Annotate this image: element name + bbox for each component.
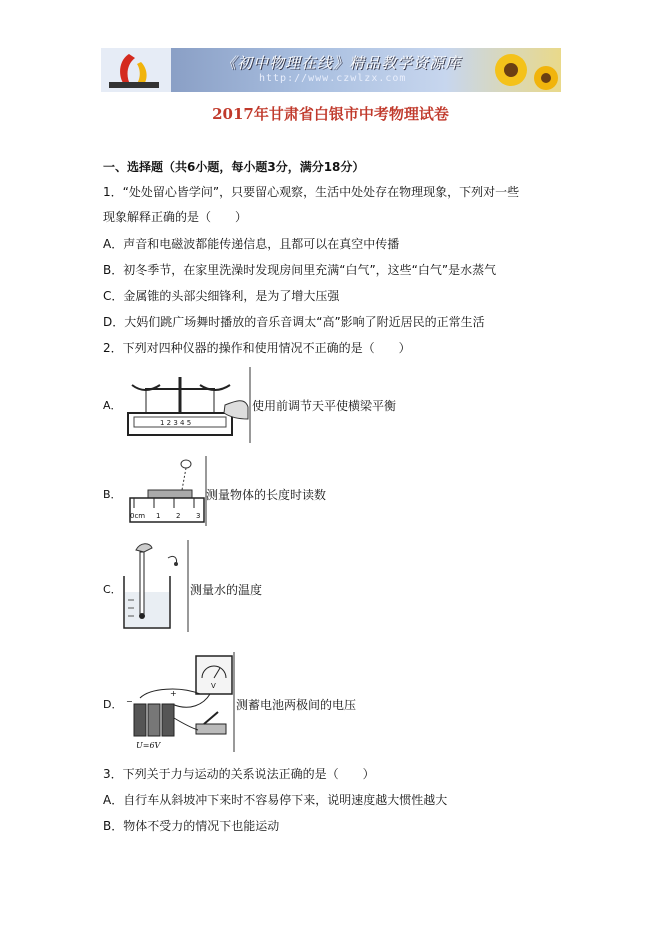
ruler-figure [120,456,208,526]
banner-url: http://www.czwlzx.com [259,73,407,84]
q3-option-b: B．物体不受力的情况下也能运动 [103,819,280,833]
voltmeter-circuit-figure [120,652,236,752]
page-title: 2017年甘肃省白银市中考物理试卷 [212,105,449,123]
header-banner [101,48,561,92]
q1-option-b: B．初冬季节，在家里洗澡时发现房间里充满“白气”，这些“白气”是水蒸气 [103,263,497,277]
q2-option-a-caption: 使用前调节天平使横梁平衡 [252,399,397,413]
ruler-label-2: 2 [176,512,181,520]
q2-stem: 2．下列对四种仪器的操作和使用情况不正确的是（ ） [103,341,411,355]
q3-stem: 3．下列关于力与运动的关系说法正确的是（ ） [103,767,375,781]
q2-option-c-letter: C． [103,583,122,596]
ruler-label-1: 1 [156,512,161,520]
section-heading: 一、选择题（共6小题，每小题3分，满分18分） [103,160,365,174]
q1-stem-line1: 1．“处处留心皆学问”，只要留心观察，生活中处处存在物理现象，下列对一些 [103,185,520,199]
q2-option-a-letter: A． [103,399,122,412]
q2-option-b-caption: 测量物体的长度时读数 [206,488,327,502]
q1-stem-line2: 现象解释正确的是（ ） [103,210,248,224]
q2-option-c-caption: 测量水的温度 [190,583,263,597]
q1-option-d: D．大妈们跳广场舞时播放的音乐音调太“高”影响了附近居民的正常生活 [103,315,485,329]
voltmeter-label: V [211,682,216,690]
q3-option-a: A．自行车从斜坡冲下来时不容易停下来，说明速度越大惯性越大 [103,793,448,807]
svg-text:+: + [170,689,177,698]
q2-option-d-caption: 测蓄电池两极间的电压 [236,698,357,712]
ruler-label-0: 0cm [130,512,146,520]
thermometer-beaker-figure [120,540,190,632]
q1-option-c: C．金属锥的头部尖细锋利，是为了增大压强 [103,289,340,303]
svg-text:−: − [126,697,133,706]
q2-option-d-letter: D． [103,698,123,711]
q2-option-b-letter: B． [103,488,122,501]
q1-option-a: A．声音和电磁波都能传递信息，且都可以在真空中传播 [103,237,400,251]
battery-label: U=6V [136,741,161,750]
ruler-label-3: 3 [196,512,201,520]
banner-title: 《初中物理在线》精品教学资源库 [221,54,462,72]
svg-text:1 2 3 4 5: 1 2 3 4 5 [160,419,192,427]
balance-scale-figure [120,367,252,443]
